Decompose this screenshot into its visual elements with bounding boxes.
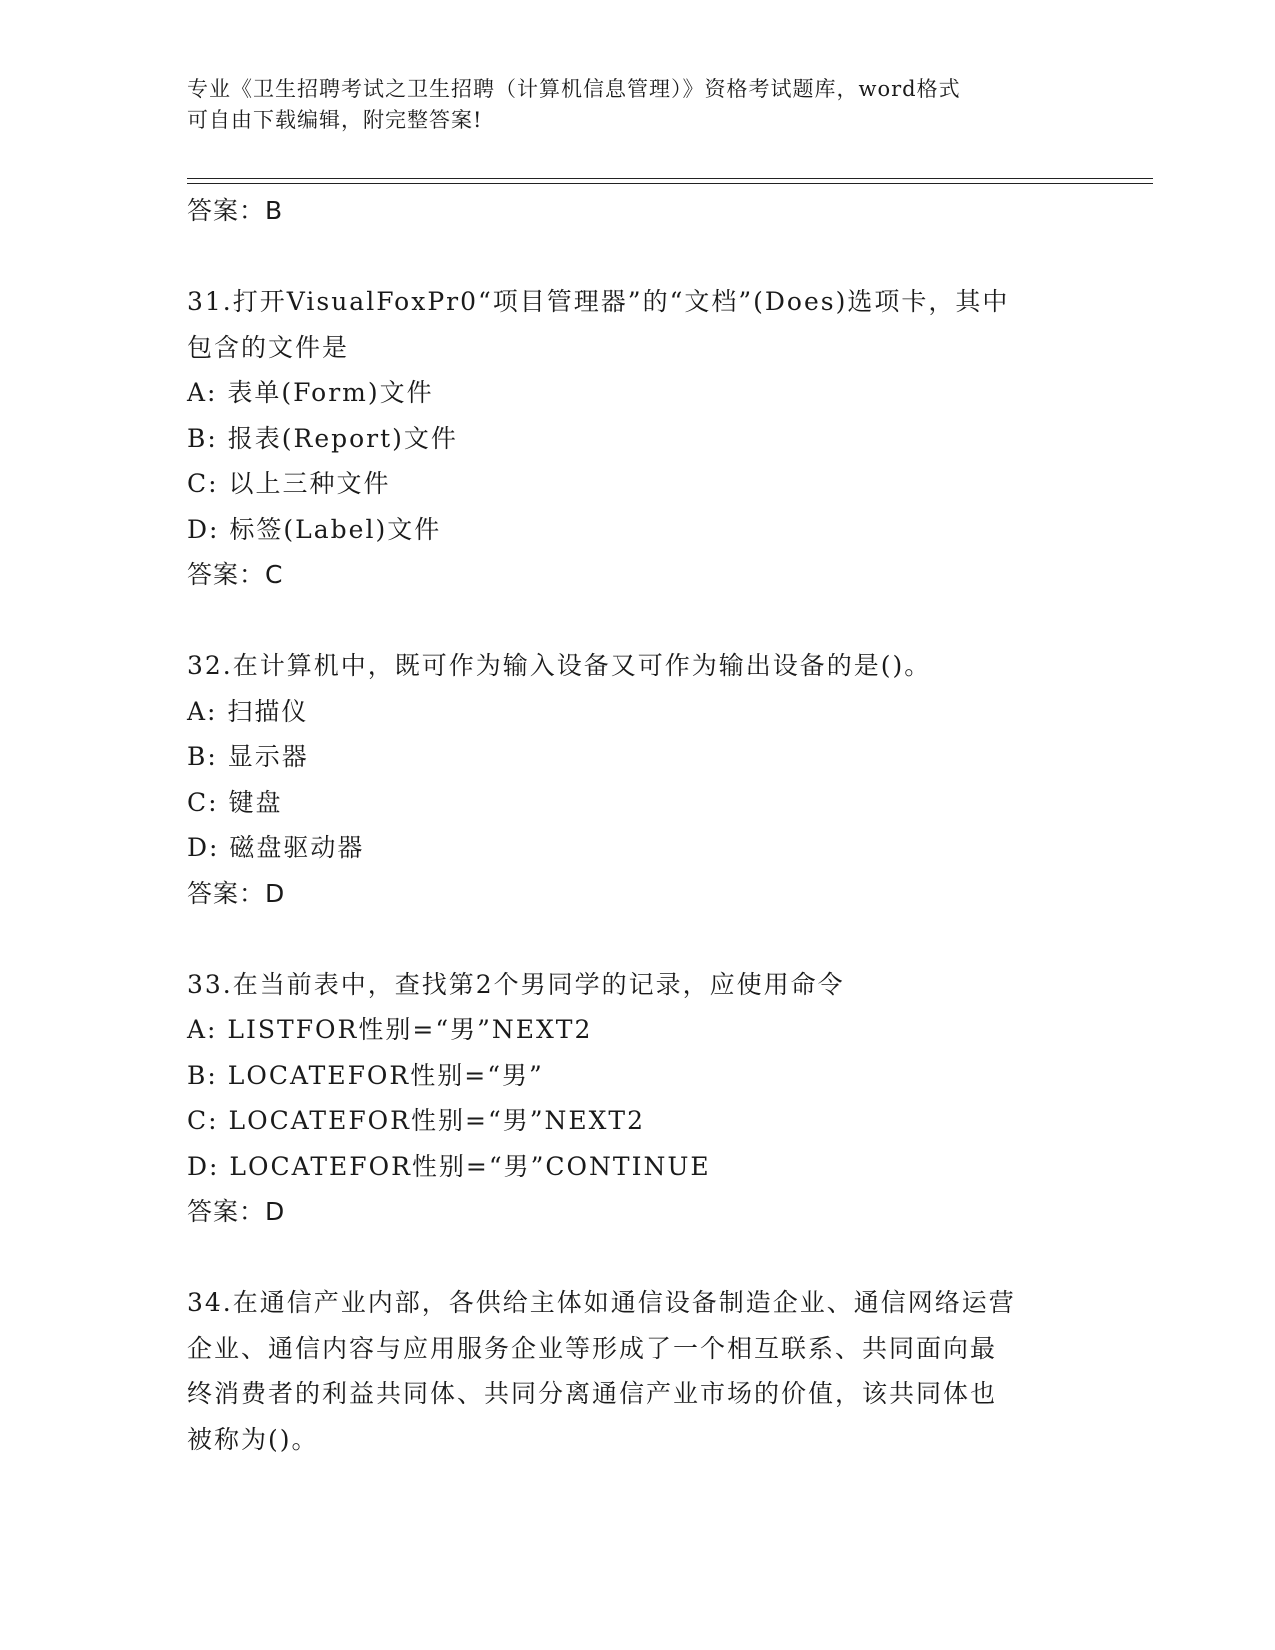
question-32 [187,643,1087,916]
option-c: C: LOCATEFOR性别=“男”NEXT2 [187,1106,646,1135]
question-stem-line: 33.在当前表中，查找第2个男同学的记录，应使用命令 [187,969,845,999]
answer-label: 答案：C [187,560,284,589]
spacer [187,234,1087,280]
answer-label: 答案：D [187,1197,286,1226]
option-b: B: LOCATEFOR性别=“男” [187,1060,544,1090]
option-c: C: 以上三种文件 [187,469,391,498]
option-b: B: 显示器 [187,742,309,771]
spacer [187,1235,1087,1281]
option-b: B: 报表(Report)文件 [187,423,458,453]
question-stem-line: 31.打开VisualFoxPr0“项目管理器”的“文档”(Does)选项卡，其中 [187,287,1010,316]
option-a: A: LISTFOR性别=“男”NEXT2 [187,1015,593,1044]
option-c: C: 键盘 [187,787,283,817]
question-31 [187,279,1087,598]
question-stem-line: 包含的文件是 [187,332,350,362]
option-a: A: 扫描仪 [187,696,309,726]
document-header [187,74,1087,136]
option-d: D: 磁盘驱动器 [187,833,365,862]
spacer [187,916,1087,962]
question-33 [187,962,1087,1235]
question-stem-line: 企业、通信内容与应用服务企业等形成了一个相互联系、共同面向最 [187,1333,998,1363]
question-stem-line: 终消费者的利益共同体、共同分离通信产业市场的价值，该共同体也 [187,1379,998,1408]
previous-answer: 答案：B [187,196,284,225]
header-title-line-2: 可自由下载编辑，附完整答案! [187,108,483,132]
spacer [187,598,1087,644]
option-d: D: 标签(Label)文件 [187,514,442,544]
header-divider-bottom [187,183,1153,184]
answer-label: 答案：D [187,878,286,908]
question-34 [187,1280,1087,1462]
header-divider-top [187,178,1153,179]
header-title-line-1: 专业《卫生招聘考试之卫生招聘（计算机信息管理）》资格考试题库，word格式 [187,77,961,101]
option-a: A: 表单(Form)文件 [187,378,434,407]
question-stem-line: 被称为()。 [187,1424,319,1454]
question-stem-line: 32.在计算机中，既可作为输入设备又可作为输出设备的是()。 [187,651,932,680]
option-d: D: LOCATEFOR性别=“男”CONTINUE [187,1151,711,1181]
question-stem-line: 34.在通信产业内部，各供给主体如通信设备制造企业、通信网络运营 [187,1288,1016,1317]
question-list [187,188,1087,1462]
